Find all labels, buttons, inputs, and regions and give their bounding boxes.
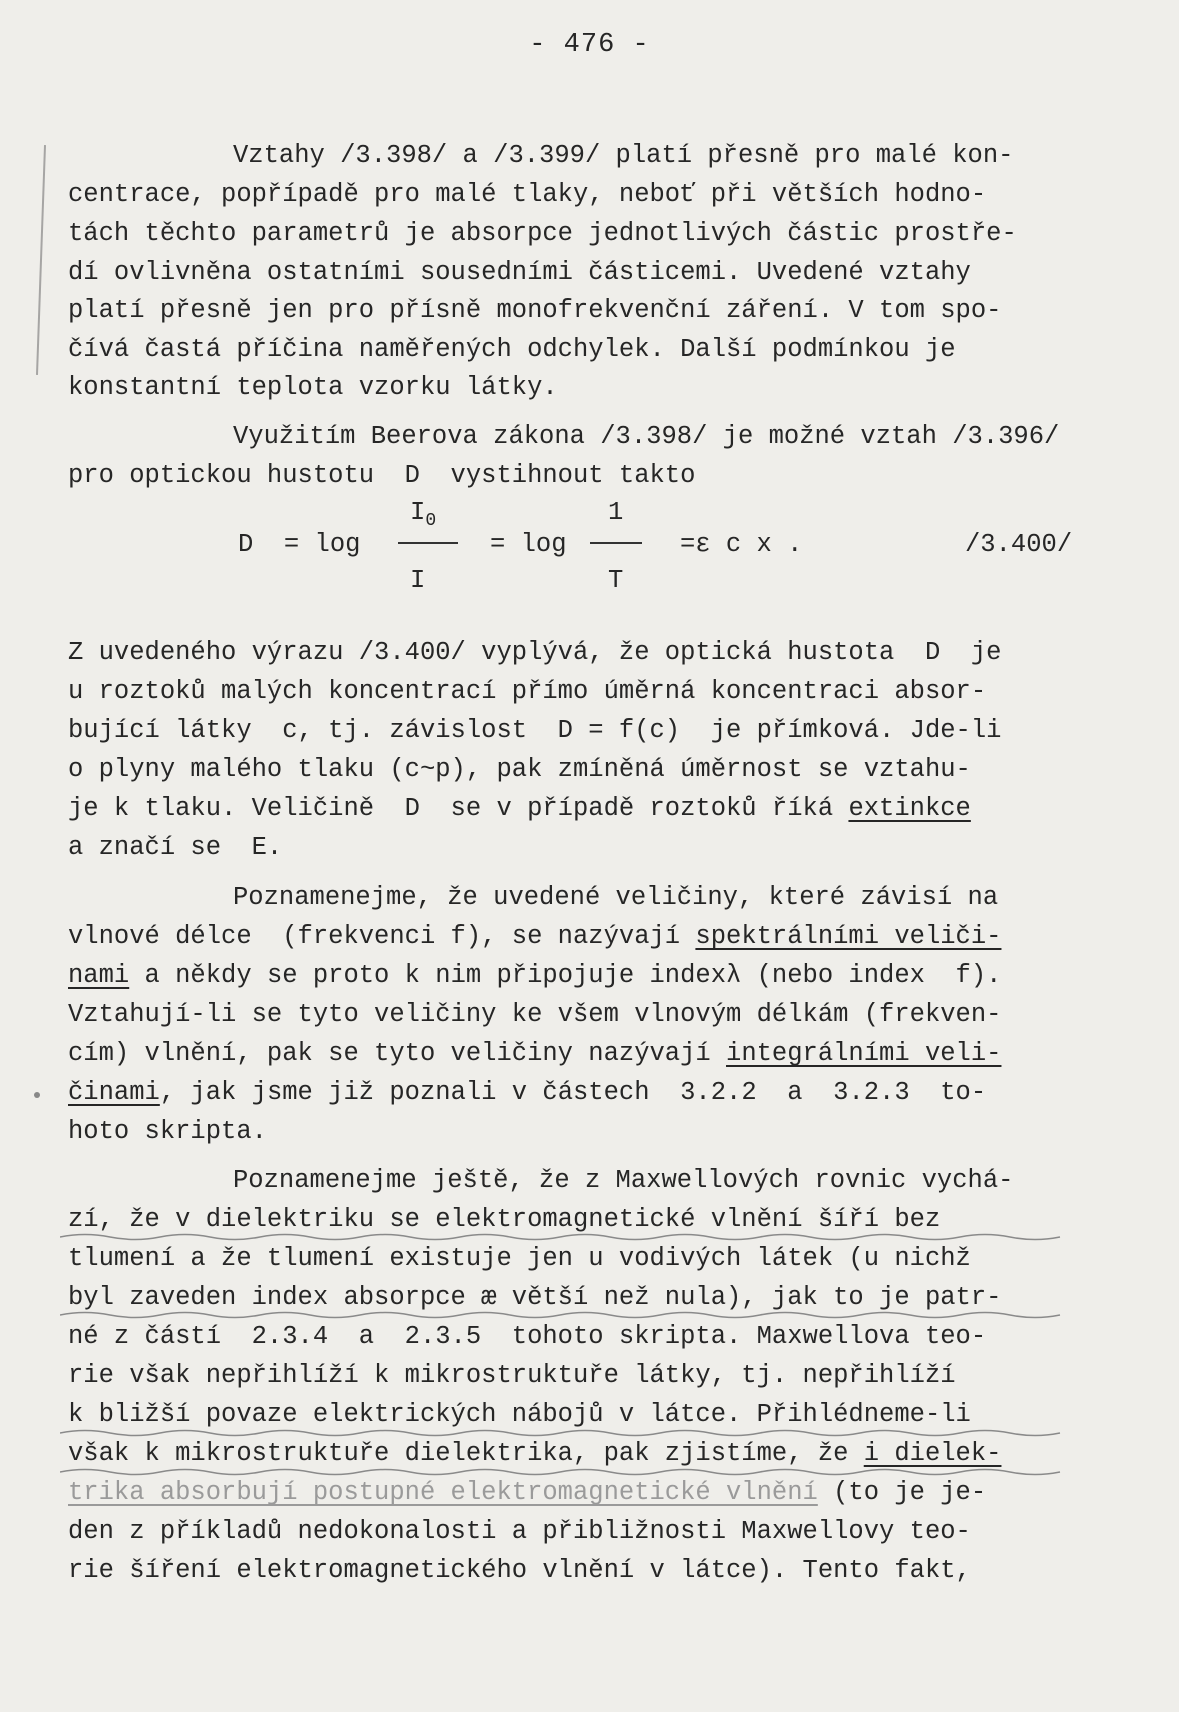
term-integralnimi: integrálními veli-	[726, 1039, 1002, 1068]
term-nami: nami	[68, 961, 130, 990]
pencil-wave-mark	[60, 1467, 1080, 1477]
text-line: Poznamenejme, že uvedené veličiny, které závisí na	[233, 883, 999, 912]
text-line	[68, 1041, 1128, 1067]
text-line: tách těchto parametrů je absorpce jednotlivých částic prostře-	[68, 219, 1017, 248]
text-line: Poznamenejme ještě, že z Maxwellových rovnic vychá-	[233, 1166, 1014, 1195]
text-line: pro optickou hustotu D vystihnout takto	[68, 461, 696, 490]
text-line: Vztahují-li se tyto veličiny ke všem vlnovým délkám (frekven-	[68, 1000, 1002, 1029]
text-line: dí ovlivněna ostatními sousedními částicemi. Uvedené vztahy	[68, 258, 971, 287]
pencil-wave-mark	[60, 1232, 1080, 1242]
text-line: konstantní teplota vzorku látky.	[68, 373, 558, 402]
text-line: rie však nepřihlíží k mikrostruktuře látky, tj. nepřihlíží	[68, 1361, 956, 1390]
pencil-wave-mark	[60, 1310, 1080, 1320]
formula-denominator-2: T	[608, 566, 624, 595]
fraction-bar-1	[398, 542, 458, 544]
text-line: Využitím Beerova zákona /3.398/ je možné vztah /3.396/	[233, 422, 1060, 451]
fraction-bar-2	[590, 542, 642, 544]
text-line: u roztoků malých koncentrací přímo úměrná koncentraci absor-	[68, 677, 987, 706]
text-line: Vztahy /3.398/ a /3.399/ platí přesně pro malé kon-	[233, 141, 1014, 170]
text-line	[68, 1480, 1128, 1506]
text-line: o plyny malého tlaku (c~p), pak zmíněná úměrnost se vztahu-	[68, 755, 971, 784]
formula-numerator-1	[410, 500, 436, 530]
text-line: bující látky c, tj. závislost D = f(c) je přímková. Jde-li	[68, 716, 1002, 745]
text-line	[68, 963, 1128, 989]
term-extinkce: extinkce	[848, 794, 971, 823]
text-line: platí přesně jen pro přísně monofrekvenční záření. V tom spo-	[68, 296, 1002, 325]
page-number: - 476 -	[529, 30, 650, 60]
text-line: k bližší povaze elektrických nábojů v látce. Přihlédneme-li	[68, 1400, 971, 1429]
text-span: , jak jsme již poznali v částech 3.2.2 a 3.2.3 to-	[159, 1078, 987, 1107]
text-line: a značí se E.	[68, 833, 283, 862]
formula-rhs: =ε c x .	[680, 530, 803, 559]
text-line	[68, 1441, 1128, 1467]
text-line	[68, 796, 1128, 822]
text-line: tlumení a že tlumení existuje jen u vodivých látek (u nichž	[68, 1244, 971, 1273]
text-line	[68, 924, 1128, 950]
text-line: čívá častá příčina naměřených odchylek. Další podmínkou je	[68, 335, 956, 364]
formula-num1-subscript: 0	[425, 511, 437, 532]
text-line: den z příkladů nedokonalosti a přibližnosti Maxwellovy teo-	[68, 1517, 971, 1546]
text-line: Z uvedeného výrazu /3.400/ vyplývá, že optická hustota D je	[68, 638, 1002, 667]
text-span: však k mikrostruktuře dielektrika, pak zjistíme, že	[68, 1439, 864, 1468]
text-line	[68, 1080, 1128, 1106]
text-line: centrace, popřípadě pro malé tlaky, neboť při větších hodno-	[68, 180, 987, 209]
formula-lhs: D = log	[238, 530, 361, 559]
pencil-wave-mark	[60, 1428, 1080, 1438]
text-line: zí, že v dielektriku se elektromagnetické vlnění šíří bez	[68, 1205, 941, 1234]
margin-pencil-line	[36, 145, 46, 375]
text-line: rie šíření elektromagnetického vlnění v látce). Tento fakt,	[68, 1556, 971, 1585]
term-trika-absorbuji: trika absorbují postupné elektromagnetické vlnění	[68, 1478, 818, 1507]
formula-denominator-1: I	[410, 566, 426, 595]
text-span: cím) vlnění, pak se tyto veličiny nazývají	[68, 1039, 727, 1068]
formula-label: /3.400/	[965, 530, 1073, 559]
text-span: vlnové délce (frekvenci f), se nazývají	[68, 922, 696, 951]
formula-num1-text: I	[410, 498, 426, 527]
text-span: (to je je-	[817, 1478, 987, 1507]
term-spektralnimi: spektrálními veliči-	[695, 922, 1002, 951]
text-span: a někdy se proto k nim připojuje indexλ (nebo index f).	[129, 961, 1002, 990]
margin-dot-mark	[34, 1092, 40, 1098]
text-span: je k tlaku. Veličině D se v případě roztoků říká	[68, 794, 849, 823]
term-i-dielek: i dielek-	[863, 1439, 1002, 1468]
formula-numerator-2: 1	[608, 498, 624, 527]
term-cinami: činami	[68, 1078, 160, 1107]
text-line: hoto skripta.	[68, 1117, 267, 1146]
text-line: byl zaveden index absorpce æ větší než nula), jak to je patr-	[68, 1283, 1002, 1312]
formula-eq2: = log	[490, 530, 567, 559]
text-line: né z částí 2.3.4 a 2.3.5 tohoto skripta. Maxwellova teo-	[68, 1322, 987, 1351]
